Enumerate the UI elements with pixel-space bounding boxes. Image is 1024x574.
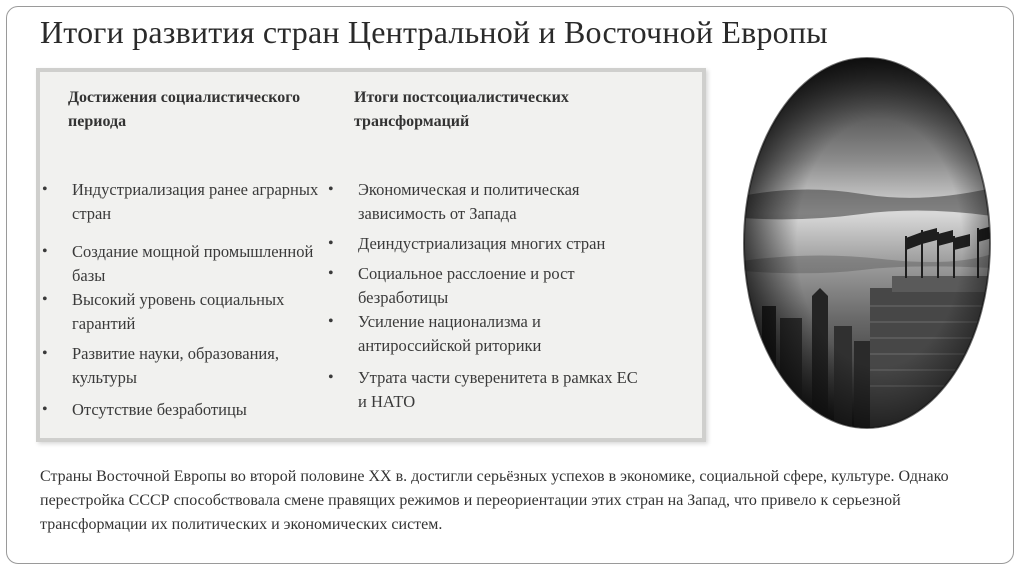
bullet-icon: • (328, 369, 334, 386)
list-item: • Социальное расслоение и рост безработицы (328, 264, 575, 307)
bullet-icon: • (42, 181, 48, 198)
list-item: • Утрата части суверенитета в рамках ЕС и НАТО (328, 368, 638, 411)
city-skyline-photo (742, 56, 992, 430)
bullet-icon: • (42, 401, 48, 418)
list-item: • Высокий уровень социальных гарантий (42, 290, 285, 333)
list-item: • Деиндустриализация многих стран (328, 232, 648, 256)
bullet-icon: • (42, 345, 48, 362)
bullet-icon: • (328, 181, 334, 198)
bullet-icon: • (42, 291, 48, 308)
results-list (328, 178, 648, 414)
list-item: • Усиление национализма и антироссийской риторики (328, 312, 542, 355)
list-item: • Создание мощной промышленной базы (42, 242, 314, 285)
bullet-icon: • (328, 265, 334, 282)
summary-paragraph: Страны Восточной Европы во второй половине XX в. достигли серьёзных успехов в экономике, социальной сфере, культуре. Однако перестройка СССР способствовала смене правящих режимов и переориентации этих стран на Запад, что привело к серьезной трансформации их политических и экономических систем. (40, 468, 949, 533)
skyline-image (742, 56, 992, 430)
list-item: • Развитие науки, образования, культуры (42, 344, 279, 387)
list-item: • Экономическая и политическая зависимость от Запада (328, 180, 580, 223)
list-item: • Индустриализация ранее аграрных стран (42, 180, 319, 223)
bullet-icon: • (328, 313, 334, 330)
achievements-list (42, 178, 322, 422)
comparison-panel (36, 68, 706, 442)
results-header: Итоги постсоциалистических трансформаций (354, 89, 569, 130)
bullet-icon: • (42, 243, 48, 260)
slide-title: Итоги развития стран Центральной и Восточной Европы (40, 14, 828, 50)
results-column (328, 86, 650, 411)
achievements-header: Достижения социалистического периода (68, 89, 301, 130)
achievements-column (42, 86, 334, 419)
bullet-icon: • (328, 235, 334, 252)
list-item: • Отсутствие безработицы (42, 398, 322, 422)
